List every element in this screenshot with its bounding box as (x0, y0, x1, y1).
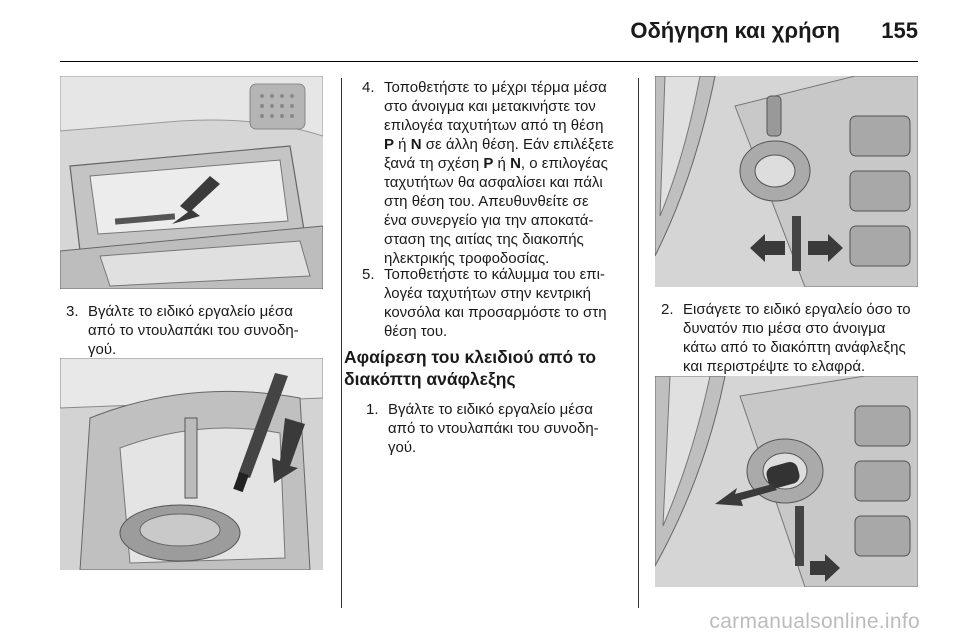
step-text (384, 78, 614, 268)
step-line: Εισάγετε το ειδικό εργαλείο όσο το (683, 301, 911, 318)
text-fragment: ξανά τη σχέση (384, 155, 484, 172)
step-line: δυνατόν πιο μέσα στο άνοιγμα (683, 320, 886, 337)
illustration-key-removal (655, 376, 918, 587)
step-4 (362, 78, 637, 267)
step-text (388, 400, 599, 457)
step-text (88, 302, 299, 359)
step-line: επιλογέα ταχυτήτων από τη θέση (384, 117, 604, 134)
step-line: στο άνοιγμα και μετακινήστε τον (384, 98, 596, 115)
gear-position-p: P (483, 155, 494, 172)
step-line: Τοποθετήστε το κάλυμμα του επι- (384, 266, 605, 283)
step-line: από το ντουλαπάκι του συνοδη- (388, 420, 599, 437)
step-line: θέση του. (384, 323, 448, 340)
text-fragment: ή (493, 155, 511, 172)
step-text (384, 265, 607, 341)
header-rule (60, 61, 918, 62)
text-fragment: σε άλλη θέση. Εάν επιλέξετε (421, 136, 614, 153)
step-line: Τοποθετήστε το μέχρι τέρμα μέσα (384, 79, 607, 96)
step-line: ταχυτήτων θα ασφαλίσει και πάλι (384, 174, 603, 191)
step-line: Βγάλτε το ειδικό εργαλείο μέσα (388, 401, 593, 418)
step-line: ηλεκτρικής τροφοδοσίας. (384, 250, 550, 267)
step-line: Βγάλτε το ειδικό εργαλείο μέσα (88, 303, 293, 320)
step-line (384, 154, 614, 173)
step-5 (362, 265, 637, 345)
gear-position-n: N (510, 155, 521, 172)
step-1 (366, 400, 636, 460)
step-number: 5. (362, 266, 375, 283)
step-3 (66, 302, 336, 362)
step-line: γού. (88, 341, 117, 358)
step-line (384, 135, 614, 154)
step-number: 4. (362, 79, 375, 96)
gear-position-p: P (384, 136, 395, 153)
step-number: 3. (66, 303, 79, 320)
step-number: 1. (366, 401, 379, 418)
illustration-ignition-tool-insert (655, 76, 918, 287)
step-line: κονσόλα και προσαρμόστε το στη (384, 304, 607, 321)
step-line: σταση της αιτίας της διακοπής (384, 231, 584, 248)
illustration-tool-console (60, 358, 323, 570)
step-line: ένα συνεργείο για την αποκατά- (384, 212, 594, 229)
heading-line: διακόπτη ανάφλεξης (344, 369, 516, 389)
step-text (683, 300, 911, 376)
section-heading (344, 346, 634, 390)
column-divider-left (341, 78, 342, 608)
footer-watermark[interactable]: carmanualsonline.info (709, 610, 920, 633)
page-title: Οδήγηση και χρήση (630, 18, 840, 43)
step-line: και περιστρέψτε το ελαφρά. (683, 358, 866, 375)
text-fragment: , ο επιλογέας (520, 155, 608, 172)
heading-line: Αφαίρεση του κλειδιού από το (344, 347, 597, 367)
step-line: στη θέση του. Απευθυνθείτε σε (384, 193, 589, 210)
page-header (0, 0, 960, 62)
step-number: 2. (661, 301, 674, 318)
illustration-glovebox (60, 76, 323, 289)
column-divider-right (638, 78, 639, 608)
text-fragment: ή (394, 136, 411, 153)
step-line: λογέα ταχυτήτων στην κεντρική (384, 285, 591, 302)
step-line: γού. (388, 439, 417, 456)
step-line: κάτω από το διακόπτη ανάφλεξης (683, 339, 906, 356)
page-number: 155 (881, 18, 918, 43)
gear-position-n: N (410, 136, 422, 153)
step-line: από το ντουλαπάκι του συνοδη- (88, 322, 299, 339)
step-2 (661, 300, 936, 380)
